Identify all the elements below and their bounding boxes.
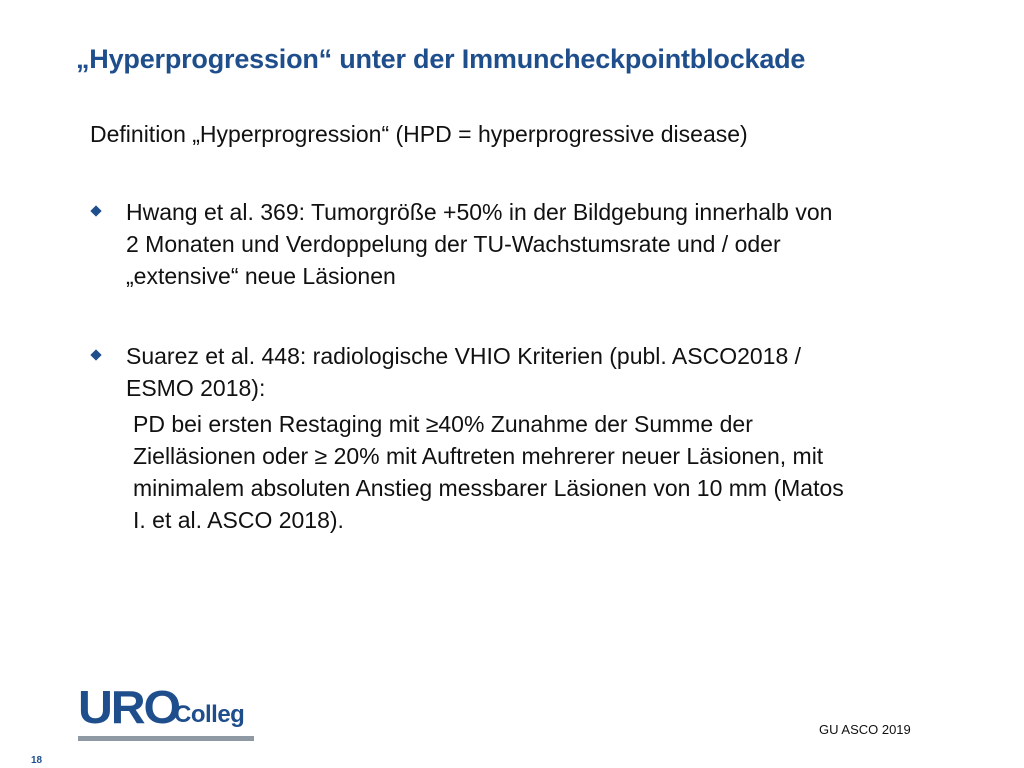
logo-secondary-text: Colleg: [174, 701, 245, 728]
bullet-line: „extensive“ neue Läsionen: [126, 263, 396, 289]
paragraph-line: I. et al. ASCO 2018).: [133, 507, 344, 533]
bullet-text: [126, 340, 970, 404]
footer-source: GU ASCO 2019: [819, 722, 911, 737]
bullet-hwang: [90, 196, 970, 292]
paragraph-line: minimalem absoluten Anstieg messbarer Läsionen von 10 mm (Matos: [133, 475, 844, 501]
bullet-line: Hwang et al. 369: Tumorgröße +50% in der Bildgebung innerhalb von: [126, 199, 833, 225]
page-number: 18: [31, 755, 43, 766]
paragraph-line: Zielläsionen oder ≥ 20% mit Auftreten mehrerer neuer Läsionen, mit: [133, 443, 824, 469]
bullet-line: 2 Monaten und Verdoppelung der TU-Wachstumsrate und / oder: [126, 231, 781, 257]
diamond-bullet-icon: [90, 349, 101, 360]
bullet-line: ESMO 2018):: [126, 375, 266, 401]
logo-primary-text: URO: [78, 681, 180, 733]
uro-colleg-logo: [78, 682, 258, 744]
bullet-suarez: [90, 340, 970, 404]
paragraph-line: PD bei ersten Restaging mit ≥40% Zunahme der Summe der: [133, 411, 753, 437]
vhio-criteria-paragraph: [133, 408, 993, 536]
bullet-line: Suarez et al. 448: radiologische VHIO Kriterien (publ. ASCO2018 /: [126, 343, 802, 369]
diamond-bullet-icon: [90, 205, 101, 216]
logo-underline: [78, 736, 254, 741]
bullet-text: [126, 196, 970, 292]
slide-title: „Hyperprogression“ unter der Immuncheckpointblockade: [76, 44, 806, 74]
definition-heading: Definition „Hyperprogression“ (HPD = hyperprogressive disease): [90, 121, 748, 147]
